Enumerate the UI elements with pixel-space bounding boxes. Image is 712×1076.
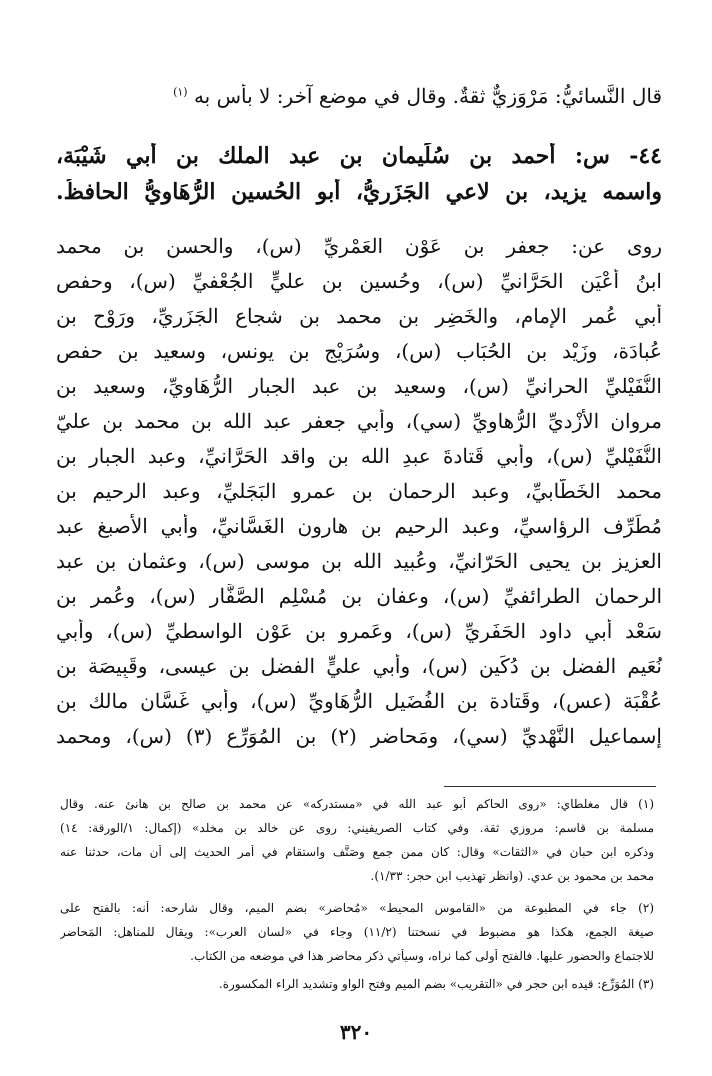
body-line-11: الرحمان الطرائفيِّ (س)، وعفان بن مُسْلِم الصَّفَّار (س)، وعُمر بن: [56, 584, 662, 608]
body-line-3: أبي عُمر الإمام، والخَضِر بن محمد بن شجاع الجَزَريِّ، ورَوْح بن: [56, 304, 662, 328]
body-line-5: النُّفَيْليِّ الحرانيِّ (س)، وسعيد بن عبد الجبار الرُّهَاويِّ، وسعيد بن: [56, 374, 662, 398]
entry-header-line-2: واسمه يزيد، بن لاعي الجَزَريُّ، أبو الحُسين الرُّهَاويُّ الحافظُ.: [56, 179, 662, 205]
footnote-line-1: (١) قال مغلطاي: «روى الحاكم أبو عبد الله في «مستدركه» عن محمد بن صالح بن هانئ عنه. وقال: [60, 797, 654, 811]
body-line-8: محمد الخَطَّابيِّ، وعبد الرحمان بن عمرو البَجَليِّ، وعبد الرحيم بن: [56, 479, 662, 503]
footnote-line-2: مسلمة بن قاسم: مروزي ثقة. وفي كتاب الصريفيني: روى عن خالد بن مخلد» (إكمال: ١/الورقة: ١٤): [60, 821, 654, 835]
footnote-line-5: (٢) جاء في المطبوعة من «القاموس المحيط» «مُحاضر» بضم الميم، وقال شارحه: أنه: بالفتح على: [60, 901, 654, 915]
footnote-ref-1: (١): [173, 85, 188, 99]
top-quote-text: قال النَّسائيُّ: مَرْوَزيٌّ ثقةٌ. وقال في موضع آخر: لا بأس به: [193, 84, 662, 108]
page-number: ٣٢٠: [339, 1020, 373, 1044]
body-line-13: نُعَيم الفضل بن دُكَين (س)، وأبي عليٍّ الفضل بن عيسى، وقَبِيصَة بن: [56, 654, 662, 678]
body-line-1: روى عن: جعفر بن عَوْن العَمْريِّ (س)، والحسن بن محمد: [56, 234, 662, 258]
body-line-6: مروان الأزْديِّ الرُّهاويِّ (سي)، وأبي جعفر عبد الله بن محمد بن عليّ: [56, 409, 662, 433]
body-line-10: العزيز بن يحيى الحَرّانيِّ، وعُبيد الله بن موسى (س)، وعثمان بن عبد: [56, 549, 662, 573]
top-quote-line: [56, 84, 662, 108]
footnote-line-8: (٣) المُوَرِّع: قيده ابن حجر في «التقريب» بضم الميم وفتح الواو وتشديد الراء المكسورة.: [218, 977, 654, 991]
body-line-14: عُقْبَة (عس)، وقَتادة بن الفُضَيل الرُّهَاويِّ (س)، وأبي غَسَّان مالك بن: [56, 689, 662, 713]
footnote-divider: [444, 786, 656, 787]
footnote-line-4: محمد بن محمود بن عدي. (وانظر تهذيب ابن حجر: ١/٣٣).: [370, 869, 654, 883]
footnote-line-6: صيغة الجمع، هكذا هو مضبوط في نسختنا (١١/٢) وجاء في «لسان العرب»: ويقال للمناهل: المَحاضر: [60, 925, 654, 939]
body-line-2: ابنُ أَعْيَن الحَرَّانيِّ (س)، وحُسين بن عليٍّ الجُعْفيِّ (س)، وحفص: [56, 269, 662, 293]
footnote-line-3: وذكره ابن حبان في «الثقات» وقال: كان ممن جمع وصَنَّف واستقام في أمر الحديث إلى أن مات، حدثنا عنه: [60, 845, 654, 859]
entry-header-line-1: ٤٤- س: أحمد بن سُلَيمان بن عبد الملك بن أبي شَيْبَة،: [56, 143, 662, 169]
body-line-4: عُبادَة، وزَيْد بن الحُبَاب (س)، وسُرَيْج بن يونس، وسعيد بن حفص: [56, 339, 662, 363]
body-line-9: مُطَرِّف الرؤاسيِّ، وعبد الرحيم بن هارون الغَسَّانيِّ، وأبي الأصبغ عبد: [56, 514, 662, 538]
footnote-line-7: للاجتماع والحضور عليها. فالفتح أولى كما نراه، وسيأتي ذكر محاضر هذا في موضعه من الكتاب.: [190, 949, 654, 963]
body-line-15: إسماعيل النَّهْديِّ (سي)، ومَحاضر (٢) بن المُوَرِّع (٣) (س)، ومحمد: [56, 724, 662, 748]
body-line-7: النُّفَيْليِّ (س)، وأبي قَتادةَ عبدِ الله بن واقد الحَرَّانيِّ، وعبد الجبار بن: [56, 444, 662, 468]
body-line-12: سَعْد أبي داود الحَفَريِّ (س)، وعَمرو بن عَوْن الواسطيِّ (س)، وأبي: [56, 619, 662, 643]
